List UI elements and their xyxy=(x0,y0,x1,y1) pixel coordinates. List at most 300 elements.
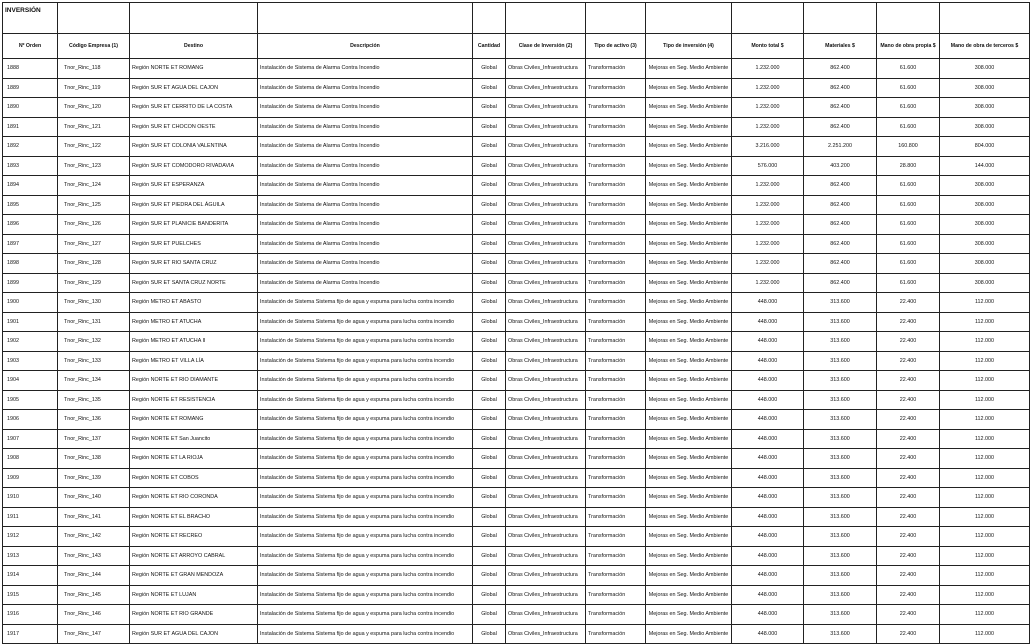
cell-tipo-inversion: Mejoras en Seg. Medio Ambiente xyxy=(646,410,732,430)
table-body xyxy=(3,59,1030,644)
table-row xyxy=(3,312,1030,332)
cell-destino: Región SUR ET CHOCON OESTE xyxy=(130,117,258,137)
cell-descripcion: Instalación de Sistema de Alarma Contra Incendio xyxy=(258,215,473,235)
cell-tipo-inversion: Mejoras en Seg. Medio Ambiente xyxy=(646,527,732,547)
cell-descripcion: Instalación de Sistema Sistema fijo de agua y espuma para lucha contra incendio xyxy=(258,390,473,410)
cell-cantidad: Global xyxy=(473,137,506,157)
cell-monto-total: 1.232.000 xyxy=(732,98,804,118)
cell-mano-terceros: 112.000 xyxy=(940,546,1030,566)
table-row xyxy=(3,254,1030,274)
cell-orden: 1900 xyxy=(3,293,58,313)
cell-monto-total: 448.000 xyxy=(732,468,804,488)
cell-clase: Obras Civiles_Infraestructura xyxy=(506,59,586,79)
cell-descripcion: Instalación de Sistema Sistema fijo de agua y espuma para lucha contra incendio xyxy=(258,585,473,605)
cell-tipo-activo: Transformación xyxy=(586,156,646,176)
cell-orden: 1896 xyxy=(3,215,58,235)
cell-cantidad: Global xyxy=(473,585,506,605)
cell-tipo-inversion: Mejoras en Seg. Medio Ambiente xyxy=(646,449,732,469)
cell-tipo-activo: Transformación xyxy=(586,468,646,488)
section-label: INVERSIÓN xyxy=(3,3,58,34)
cell-destino: Región SUR ET PLANICIE BANDERITA xyxy=(130,215,258,235)
cell-orden: 1905 xyxy=(3,390,58,410)
cell-mano-propia: 22.400 xyxy=(877,488,940,508)
cell-monto-total: 448.000 xyxy=(732,293,804,313)
cell-materiales: 313.600 xyxy=(804,566,877,586)
cell-materiales: 862.400 xyxy=(804,254,877,274)
cell-mano-propia: 61.600 xyxy=(877,234,940,254)
cell-materiales: 403.200 xyxy=(804,156,877,176)
cell-tipo-activo: Transformación xyxy=(586,566,646,586)
cell-destino: Región METRO ET VILLA LÍA xyxy=(130,351,258,371)
cell-tipo-inversion: Mejoras en Seg. Medio Ambiente xyxy=(646,332,732,352)
cell-mano-propia: 61.600 xyxy=(877,195,940,215)
cell-materiales: 313.600 xyxy=(804,585,877,605)
cell-monto-total: 1.232.000 xyxy=(732,234,804,254)
cell-monto-total: 448.000 xyxy=(732,332,804,352)
cell-orden: 1909 xyxy=(3,468,58,488)
cell-codigo: Tnor_Rinc_118 xyxy=(58,59,130,79)
cell-mano-terceros: 308.000 xyxy=(940,195,1030,215)
header-destino: Destino xyxy=(130,34,258,59)
cell-destino: Región SUR ET RIO SANTA CRUZ xyxy=(130,254,258,274)
cell-destino: Región SUR ET ESPERANZA xyxy=(130,176,258,196)
cell-clase: Obras Civiles_Infraestructura xyxy=(506,351,586,371)
cell-destino: Región NORTE ET RIO DIAMANTE xyxy=(130,371,258,391)
cell-descripcion: Instalación de Sistema Sistema fijo de agua y espuma para lucha contra incendio xyxy=(258,332,473,352)
cell-tipo-inversion: Mejoras en Seg. Medio Ambiente xyxy=(646,488,732,508)
cell-descripcion: Instalación de Sistema de Alarma Contra Incendio xyxy=(258,98,473,118)
cell-descripcion: Instalación de Sistema de Alarma Contra Incendio xyxy=(258,156,473,176)
cell-orden: 1917 xyxy=(3,624,58,644)
cell-orden: 1904 xyxy=(3,371,58,391)
cell-codigo: Tnor_Rinc_130 xyxy=(58,293,130,313)
table-row xyxy=(3,605,1030,625)
cell-tipo-inversion: Mejoras en Seg. Medio Ambiente xyxy=(646,312,732,332)
cell-mano-propia: 22.400 xyxy=(877,507,940,527)
cell-tipo-inversion: Mejoras en Seg. Medio Ambiente xyxy=(646,468,732,488)
table-row xyxy=(3,98,1030,118)
header-row xyxy=(3,34,1030,59)
cell-mano-terceros: 112.000 xyxy=(940,624,1030,644)
cell-mano-propia: 22.400 xyxy=(877,624,940,644)
cell-materiales: 313.600 xyxy=(804,332,877,352)
cell-tipo-inversion: Mejoras en Seg. Medio Ambiente xyxy=(646,117,732,137)
cell-materiales: 313.600 xyxy=(804,312,877,332)
cell-monto-total: 448.000 xyxy=(732,312,804,332)
cell-codigo: Tnor_Rinc_120 xyxy=(58,98,130,118)
cell-monto-total: 3.216.000 xyxy=(732,137,804,157)
cell-tipo-activo: Transformación xyxy=(586,449,646,469)
cell-codigo: Tnor_Rinc_123 xyxy=(58,156,130,176)
cell-mano-propia: 22.400 xyxy=(877,390,940,410)
cell-tipo-activo: Transformación xyxy=(586,371,646,391)
cell-orden: 1902 xyxy=(3,332,58,352)
cell-mano-propia: 22.400 xyxy=(877,468,940,488)
cell-mano-terceros: 112.000 xyxy=(940,605,1030,625)
cell-orden: 1895 xyxy=(3,195,58,215)
cell-tipo-inversion: Mejoras en Seg. Medio Ambiente xyxy=(646,585,732,605)
cell-materiales: 313.600 xyxy=(804,351,877,371)
cell-clase: Obras Civiles_Infraestructura xyxy=(506,273,586,293)
cell-orden: 1908 xyxy=(3,449,58,469)
header-descripcion: Descripción xyxy=(258,34,473,59)
cell-materiales: 313.600 xyxy=(804,546,877,566)
header-mano-propia: Mano de obra propia $ xyxy=(877,34,940,59)
cell-clase: Obras Civiles_Infraestructura xyxy=(506,527,586,547)
header-orden: Nº Orden xyxy=(3,34,58,59)
cell-mano-propia: 22.400 xyxy=(877,566,940,586)
cell-descripcion: Instalación de Sistema Sistema fijo de agua y espuma para lucha contra incendio xyxy=(258,351,473,371)
cell-cantidad: Global xyxy=(473,78,506,98)
cell-monto-total: 448.000 xyxy=(732,449,804,469)
cell-clase: Obras Civiles_Infraestructura xyxy=(506,390,586,410)
cell-orden: 1912 xyxy=(3,527,58,547)
cell-clase: Obras Civiles_Infraestructura xyxy=(506,566,586,586)
cell-clase: Obras Civiles_Infraestructura xyxy=(506,624,586,644)
cell-mano-propia: 61.600 xyxy=(877,254,940,274)
cell-cantidad: Global xyxy=(473,98,506,118)
cell-tipo-inversion: Mejoras en Seg. Medio Ambiente xyxy=(646,546,732,566)
cell-clase: Obras Civiles_Infraestructura xyxy=(506,312,586,332)
cell-destino: Región NORTE ET ARROYO CABRAL xyxy=(130,546,258,566)
cell-clase: Obras Civiles_Infraestructura xyxy=(506,98,586,118)
cell-materiales: 2.251.200 xyxy=(804,137,877,157)
cell-materiales: 313.600 xyxy=(804,410,877,430)
cell-descripcion: Instalación de Sistema Sistema fijo de agua y espuma para lucha contra incendio xyxy=(258,546,473,566)
cell-descripcion: Instalación de Sistema Sistema fijo de agua y espuma para lucha contra incendio xyxy=(258,371,473,391)
cell-codigo: Tnor_Rinc_125 xyxy=(58,195,130,215)
cell-cantidad: Global xyxy=(473,332,506,352)
cell-clase: Obras Civiles_Infraestructura xyxy=(506,488,586,508)
cell-mano-propia: 61.600 xyxy=(877,98,940,118)
cell-materiales: 862.400 xyxy=(804,78,877,98)
cell-tipo-inversion: Mejoras en Seg. Medio Ambiente xyxy=(646,371,732,391)
cell-mano-propia: 22.400 xyxy=(877,546,940,566)
cell-cantidad: Global xyxy=(473,390,506,410)
cell-orden: 1894 xyxy=(3,176,58,196)
cell-codigo: Tnor_Rinc_136 xyxy=(58,410,130,430)
cell-destino: Región NORTE ET RIO CORONDA xyxy=(130,488,258,508)
cell-codigo: Tnor_Rinc_139 xyxy=(58,468,130,488)
cell-tipo-inversion: Mejoras en Seg. Medio Ambiente xyxy=(646,176,732,196)
cell-tipo-activo: Transformación xyxy=(586,137,646,157)
table-row xyxy=(3,390,1030,410)
cell-mano-terceros: 112.000 xyxy=(940,468,1030,488)
cell-cantidad: Global xyxy=(473,546,506,566)
cell-tipo-activo: Transformación xyxy=(586,293,646,313)
cell-materiales: 313.600 xyxy=(804,507,877,527)
cell-codigo: Tnor_Rinc_134 xyxy=(58,371,130,391)
cell-cantidad: Global xyxy=(473,468,506,488)
cell-tipo-activo: Transformación xyxy=(586,546,646,566)
cell-mano-terceros: 144.000 xyxy=(940,156,1030,176)
cell-mano-propia: 22.400 xyxy=(877,371,940,391)
cell-clase: Obras Civiles_Infraestructura xyxy=(506,429,586,449)
cell-mano-propia: 22.400 xyxy=(877,351,940,371)
cell-clase: Obras Civiles_Infraestructura xyxy=(506,332,586,352)
cell-cantidad: Global xyxy=(473,488,506,508)
cell-codigo: Tnor_Rinc_135 xyxy=(58,390,130,410)
cell-mano-terceros: 112.000 xyxy=(940,507,1030,527)
cell-mano-terceros: 308.000 xyxy=(940,176,1030,196)
cell-monto-total: 1.232.000 xyxy=(732,215,804,235)
cell-orden: 1915 xyxy=(3,585,58,605)
cell-materiales: 313.600 xyxy=(804,449,877,469)
cell-monto-total: 448.000 xyxy=(732,488,804,508)
cell-mano-terceros: 112.000 xyxy=(940,351,1030,371)
cell-monto-total: 448.000 xyxy=(732,507,804,527)
cell-mano-propia: 22.400 xyxy=(877,449,940,469)
cell-clase: Obras Civiles_Infraestructura xyxy=(506,234,586,254)
cell-destino: Región SUR ET PUELCHES xyxy=(130,234,258,254)
table-row xyxy=(3,488,1030,508)
cell-tipo-activo: Transformación xyxy=(586,117,646,137)
cell-destino: Región SUR ET PIEDRA DEL ÁGUILA xyxy=(130,195,258,215)
cell-destino: Región NORTE ET COBOS xyxy=(130,468,258,488)
cell-tipo-activo: Transformación xyxy=(586,527,646,547)
cell-cantidad: Global xyxy=(473,527,506,547)
cell-descripcion: Instalación de Sistema Sistema fijo de agua y espuma para lucha contra incendio xyxy=(258,566,473,586)
cell-destino: Región NORTE ET LUJAN xyxy=(130,585,258,605)
cell-clase: Obras Civiles_Infraestructura xyxy=(506,195,586,215)
cell-cantidad: Global xyxy=(473,410,506,430)
table-row xyxy=(3,195,1030,215)
cell-cantidad: Global xyxy=(473,156,506,176)
cell-materiales: 862.400 xyxy=(804,176,877,196)
cell-tipo-activo: Transformación xyxy=(586,429,646,449)
cell-mano-propia: 61.600 xyxy=(877,273,940,293)
cell-materiales: 313.600 xyxy=(804,624,877,644)
table-row xyxy=(3,429,1030,449)
cell-codigo: Tnor_Rinc_146 xyxy=(58,605,130,625)
cell-monto-total: 448.000 xyxy=(732,410,804,430)
cell-cantidad: Global xyxy=(473,449,506,469)
cell-orden: 1913 xyxy=(3,546,58,566)
cell-tipo-inversion: Mejoras en Seg. Medio Ambiente xyxy=(646,624,732,644)
cell-mano-propia: 22.400 xyxy=(877,293,940,313)
cell-destino: Región NORTE ET GRAN MENDOZA xyxy=(130,566,258,586)
cell-tipo-inversion: Mejoras en Seg. Medio Ambiente xyxy=(646,137,732,157)
cell-clase: Obras Civiles_Infraestructura xyxy=(506,176,586,196)
cell-codigo: Tnor_Rinc_127 xyxy=(58,234,130,254)
cell-monto-total: 448.000 xyxy=(732,605,804,625)
cell-materiales: 313.600 xyxy=(804,468,877,488)
cell-clase: Obras Civiles_Infraestructura xyxy=(506,585,586,605)
cell-descripcion: Instalación de Sistema de Alarma Contra Incendio xyxy=(258,59,473,79)
cell-mano-terceros: 112.000 xyxy=(940,312,1030,332)
cell-orden: 1901 xyxy=(3,312,58,332)
cell-cantidad: Global xyxy=(473,351,506,371)
cell-tipo-activo: Transformación xyxy=(586,332,646,352)
cell-destino: Región SUR ET SANTA CRUZ NORTE xyxy=(130,273,258,293)
table-row xyxy=(3,410,1030,430)
section-row xyxy=(3,3,1030,34)
cell-monto-total: 448.000 xyxy=(732,390,804,410)
cell-materiales: 313.600 xyxy=(804,293,877,313)
cell-tipo-activo: Transformación xyxy=(586,59,646,79)
cell-clase: Obras Civiles_Infraestructura xyxy=(506,254,586,274)
cell-clase: Obras Civiles_Infraestructura xyxy=(506,371,586,391)
cell-monto-total: 448.000 xyxy=(732,429,804,449)
cell-tipo-activo: Transformación xyxy=(586,215,646,235)
cell-codigo: Tnor_Rinc_121 xyxy=(58,117,130,137)
table-row xyxy=(3,156,1030,176)
cell-clase: Obras Civiles_Infraestructura xyxy=(506,449,586,469)
cell-codigo: Tnor_Rinc_141 xyxy=(58,507,130,527)
cell-codigo: Tnor_Rinc_132 xyxy=(58,332,130,352)
cell-mano-terceros: 112.000 xyxy=(940,410,1030,430)
cell-mano-terceros: 804.000 xyxy=(940,137,1030,157)
cell-tipo-inversion: Mejoras en Seg. Medio Ambiente xyxy=(646,273,732,293)
cell-mano-propia: 22.400 xyxy=(877,527,940,547)
cell-cantidad: Global xyxy=(473,195,506,215)
cell-orden: 1911 xyxy=(3,507,58,527)
cell-monto-total: 1.232.000 xyxy=(732,176,804,196)
header-materiales: Materiales $ xyxy=(804,34,877,59)
table-row xyxy=(3,273,1030,293)
cell-cantidad: Global xyxy=(473,176,506,196)
cell-mano-terceros: 308.000 xyxy=(940,254,1030,274)
cell-destino: Región METRO ET ABASTO xyxy=(130,293,258,313)
cell-orden: 1891 xyxy=(3,117,58,137)
cell-mano-terceros: 308.000 xyxy=(940,215,1030,235)
cell-cantidad: Global xyxy=(473,507,506,527)
cell-mano-terceros: 308.000 xyxy=(940,117,1030,137)
cell-codigo: Tnor_Rinc_144 xyxy=(58,566,130,586)
cell-monto-total: 448.000 xyxy=(732,371,804,391)
cell-cantidad: Global xyxy=(473,234,506,254)
table-row xyxy=(3,215,1030,235)
table-row xyxy=(3,624,1030,644)
cell-codigo: Tnor_Rinc_129 xyxy=(58,273,130,293)
cell-codigo: Tnor_Rinc_140 xyxy=(58,488,130,508)
cell-mano-propia: 61.600 xyxy=(877,117,940,137)
cell-clase: Obras Civiles_Infraestructura xyxy=(506,468,586,488)
cell-tipo-activo: Transformación xyxy=(586,176,646,196)
cell-mano-terceros: 112.000 xyxy=(940,293,1030,313)
cell-mano-terceros: 112.000 xyxy=(940,527,1030,547)
cell-destino: Región METRO ET ATUCHA II xyxy=(130,332,258,352)
cell-mano-terceros: 308.000 xyxy=(940,273,1030,293)
cell-descripcion: Instalación de Sistema de Alarma Contra Incendio xyxy=(258,117,473,137)
cell-monto-total: 448.000 xyxy=(732,527,804,547)
cell-monto-total: 448.000 xyxy=(732,546,804,566)
cell-destino: Región NORTE ET LA RIOJA xyxy=(130,449,258,469)
cell-clase: Obras Civiles_Infraestructura xyxy=(506,78,586,98)
cell-codigo: Tnor_Rinc_138 xyxy=(58,449,130,469)
cell-tipo-activo: Transformación xyxy=(586,78,646,98)
cell-materiales: 313.600 xyxy=(804,429,877,449)
cell-cantidad: Global xyxy=(473,371,506,391)
cell-clase: Obras Civiles_Infraestructura xyxy=(506,137,586,157)
table-row xyxy=(3,332,1030,352)
cell-orden: 1898 xyxy=(3,254,58,274)
table-row xyxy=(3,449,1030,469)
cell-materiales: 862.400 xyxy=(804,98,877,118)
cell-mano-propia: 22.400 xyxy=(877,429,940,449)
cell-destino: Región NORTE ET RECREO xyxy=(130,527,258,547)
cell-clase: Obras Civiles_Infraestructura xyxy=(506,410,586,430)
cell-tipo-inversion: Mejoras en Seg. Medio Ambiente xyxy=(646,566,732,586)
cell-mano-propia: 28.800 xyxy=(877,156,940,176)
cell-descripcion: Instalación de Sistema Sistema fijo de agua y espuma para lucha contra incendio xyxy=(258,488,473,508)
table-row xyxy=(3,468,1030,488)
cell-destino: Región NORTE ET San Juancito xyxy=(130,429,258,449)
cell-cantidad: Global xyxy=(473,254,506,274)
cell-orden: 1897 xyxy=(3,234,58,254)
cell-cantidad: Global xyxy=(473,605,506,625)
table-row xyxy=(3,527,1030,547)
cell-descripcion: Instalación de Sistema de Alarma Contra Incendio xyxy=(258,78,473,98)
cell-tipo-activo: Transformación xyxy=(586,254,646,274)
cell-orden: 1889 xyxy=(3,78,58,98)
cell-codigo: Tnor_Rinc_145 xyxy=(58,585,130,605)
cell-mano-terceros: 308.000 xyxy=(940,59,1030,79)
header-mano-terceros: Mano de obra de terceros $ xyxy=(940,34,1030,59)
cell-descripcion: Instalación de Sistema Sistema fijo de agua y espuma para lucha contra incendio xyxy=(258,410,473,430)
cell-descripcion: Instalación de Sistema Sistema fijo de agua y espuma para lucha contra incendio xyxy=(258,468,473,488)
header-cantidad: Cantidad xyxy=(473,34,506,59)
cell-tipo-activo: Transformación xyxy=(586,351,646,371)
cell-codigo: Tnor_Rinc_128 xyxy=(58,254,130,274)
cell-descripcion: Instalación de Sistema Sistema fijo de agua y espuma para lucha contra incendio xyxy=(258,605,473,625)
cell-codigo: Tnor_Rinc_133 xyxy=(58,351,130,371)
cell-mano-propia: 22.400 xyxy=(877,585,940,605)
cell-codigo: Tnor_Rinc_142 xyxy=(58,527,130,547)
cell-clase: Obras Civiles_Infraestructura xyxy=(506,507,586,527)
cell-mano-terceros: 308.000 xyxy=(940,98,1030,118)
cell-codigo: Tnor_Rinc_126 xyxy=(58,215,130,235)
cell-tipo-activo: Transformación xyxy=(586,234,646,254)
cell-clase: Obras Civiles_Infraestructura xyxy=(506,293,586,313)
table-row xyxy=(3,234,1030,254)
cell-descripcion: Instalación de Sistema Sistema fijo de agua y espuma para lucha contra incendio xyxy=(258,429,473,449)
cell-monto-total: 1.232.000 xyxy=(732,195,804,215)
cell-monto-total: 1.232.000 xyxy=(732,117,804,137)
cell-codigo: Tnor_Rinc_119 xyxy=(58,78,130,98)
cell-materiales: 862.400 xyxy=(804,117,877,137)
table-row xyxy=(3,137,1030,157)
cell-materiales: 862.400 xyxy=(804,195,877,215)
cell-orden: 1899 xyxy=(3,273,58,293)
cell-mano-propia: 22.400 xyxy=(877,605,940,625)
cell-monto-total: 1.232.000 xyxy=(732,254,804,274)
cell-tipo-inversion: Mejoras en Seg. Medio Ambiente xyxy=(646,254,732,274)
cell-materiales: 313.600 xyxy=(804,488,877,508)
cell-codigo: Tnor_Rinc_122 xyxy=(58,137,130,157)
cell-mano-propia: 160.800 xyxy=(877,137,940,157)
header-monto-total: Monto total $ xyxy=(732,34,804,59)
cell-tipo-activo: Transformación xyxy=(586,585,646,605)
cell-codigo: Tnor_Rinc_124 xyxy=(58,176,130,196)
cell-tipo-inversion: Mejoras en Seg. Medio Ambiente xyxy=(646,507,732,527)
cell-orden: 1903 xyxy=(3,351,58,371)
cell-descripcion: Instalación de Sistema Sistema fijo de agua y espuma para lucha contra incendio xyxy=(258,293,473,313)
cell-mano-terceros: 112.000 xyxy=(940,566,1030,586)
cell-mano-terceros: 308.000 xyxy=(940,234,1030,254)
cell-destino: Región SUR ET AGUA DEL CAJON xyxy=(130,624,258,644)
cell-descripcion: Instalación de Sistema de Alarma Contra Incendio xyxy=(258,176,473,196)
cell-tipo-activo: Transformación xyxy=(586,410,646,430)
table-row xyxy=(3,78,1030,98)
table-row xyxy=(3,546,1030,566)
cell-descripcion: Instalación de Sistema de Alarma Contra Incendio xyxy=(258,234,473,254)
cell-destino: Región NORTE ET RIO GRANDE xyxy=(130,605,258,625)
cell-descripcion: Instalación de Sistema de Alarma Contra Incendio xyxy=(258,254,473,274)
header-tipo-inversion: Tipo de inversión (4) xyxy=(646,34,732,59)
cell-mano-terceros: 112.000 xyxy=(940,390,1030,410)
cell-tipo-inversion: Mejoras en Seg. Medio Ambiente xyxy=(646,215,732,235)
